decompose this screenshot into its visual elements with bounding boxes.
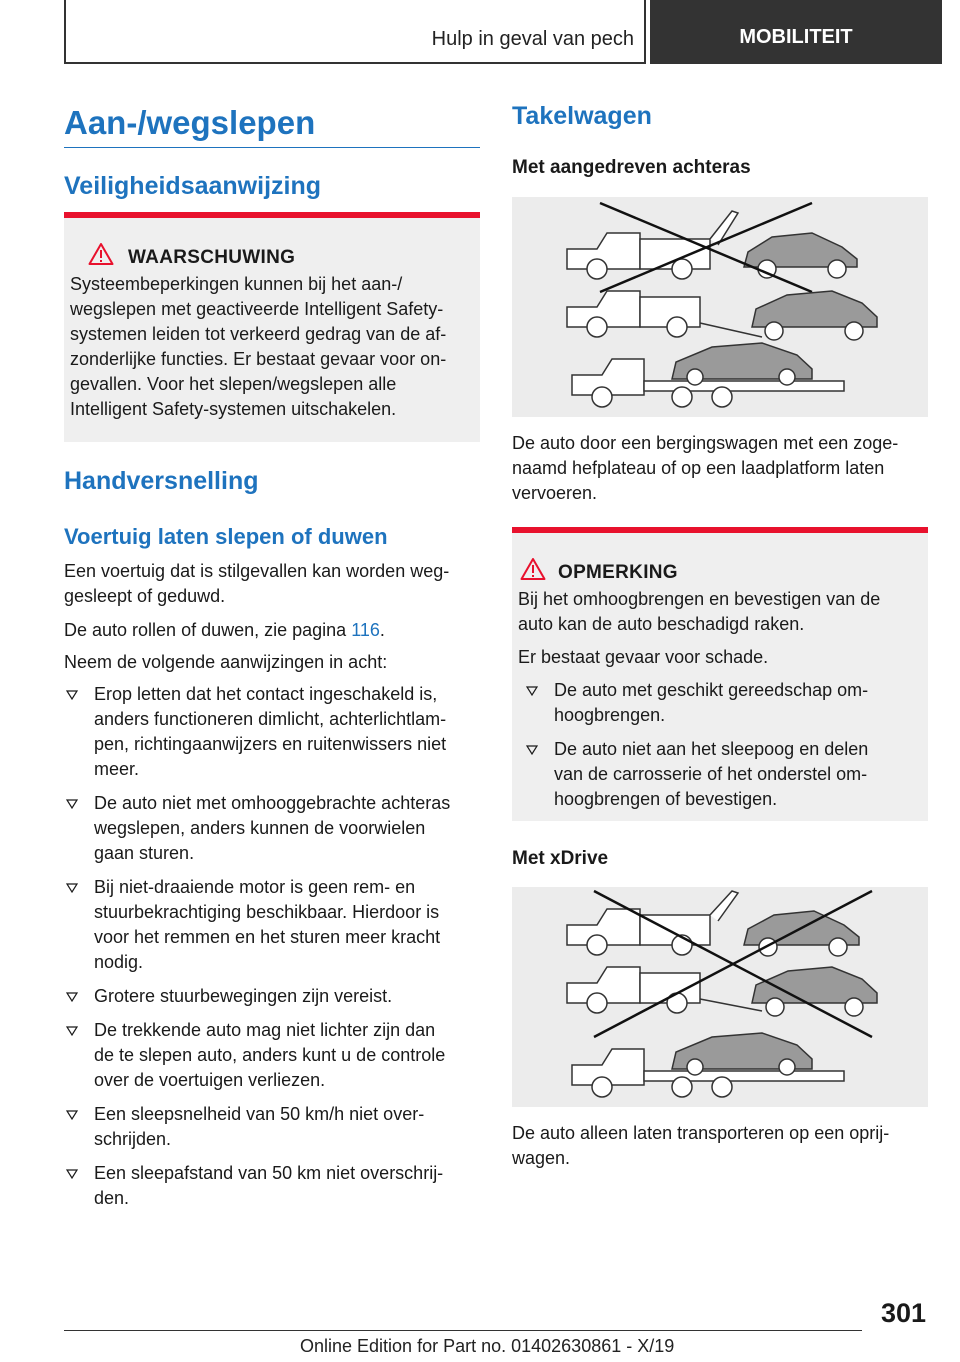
notice-text: Bij het omhoogbrengen en bevestigen van de auto kan de auto beschadigd raken. <box>518 589 881 634</box>
safety-heading: Veiligheidsaanwijzing <box>64 172 322 200</box>
triangle-bullet-icon <box>66 1110 78 1120</box>
warning-text: Systeembeperkingen kunnen bij het aan-/ wegslepen met geactiveerde Intelligent Safety- systemen leiden tot verkeerd gedrag van de af- zonderlijke functies. Er bestaat gevaar voor on- gevallen. Voor het slepen/wegslepen alle Intelligent Safety-systemen uitschakelen. <box>70 274 447 419</box>
warning-box <box>64 212 480 442</box>
manual-transmission-heading: Handversnelling <box>64 467 259 495</box>
triangle-bullet-icon <box>66 799 78 809</box>
footer-edition: Online Edition for Part no. 01402630861 - X/19 <box>300 1336 675 1356</box>
list-item: Bij niet-draaiende motor is geen rem- en stuurbekrachtiging beschikbaar. Hierdoor is voor het remmen en het sturen meer kracht nodig. <box>64 875 480 975</box>
header-section-title: Hulp in geval van pech <box>431 28 634 50</box>
title-divider <box>64 147 480 148</box>
tow-push-heading: Voertuig laten slepen of duwen <box>64 524 388 549</box>
notice-list <box>524 678 924 821</box>
list-item: Een sleepafstand van 50 km niet overschrij- den. <box>64 1161 480 1211</box>
warning-title: WAARSCHUWING <box>128 247 296 268</box>
triangle-bullet-icon <box>66 690 78 700</box>
caption-rear-drive: De auto door een bergingswagen met een zoge- naamd hefplateau of op een laadplatform laten vervoeren. <box>512 433 899 503</box>
list-item: Erop letten dat het contact ingeschakeld is, anders functioneren dimlicht, achterlichtlam- pen, richtingaanwijzers en ruitenwissers niet meer. <box>64 682 480 782</box>
list-item: Een sleepsnelheid van 50 km/h niet over- schrijden. <box>64 1102 480 1152</box>
warning-triangle-icon <box>88 242 114 266</box>
list-item: De auto niet met omhooggebrachte achteras wegslepen, anders kunnen de voorwielen gaan sturen. <box>64 791 480 866</box>
warning-triangle-icon <box>520 557 546 581</box>
list-item: Grotere stuurbewegingen zijn vereist. <box>64 984 480 1009</box>
triangle-bullet-icon <box>66 992 78 1002</box>
notice-danger: Er bestaat gevaar voor schade. <box>518 647 769 667</box>
page-reference-link[interactable]: 116 <box>351 620 380 640</box>
triangle-bullet-icon <box>526 745 538 755</box>
intro-paragraph: Een voertuig dat is stilgevallen kan worden weg- gesleept of geduwd. <box>64 561 450 606</box>
notice-title: OPMERKING <box>558 562 678 583</box>
list-item: De trekkende auto mag niet lichter zijn dan de te slepen auto, anders kunt u de controle over de voertuigen verliezen. <box>64 1018 480 1093</box>
list-item: De auto met geschikt gereedschap om- hoogbrengen. <box>524 678 924 728</box>
page-number: 301 <box>880 1298 926 1328</box>
tow-truck-heading: Takelwagen <box>512 102 652 130</box>
xdrive-heading: Met xDrive <box>512 848 609 869</box>
triangle-bullet-icon <box>66 1026 78 1036</box>
tow-hints-list <box>64 682 480 1220</box>
notice-box <box>512 527 928 821</box>
reference-paragraph: De auto rollen of duwen, zie pagina 116. <box>64 620 385 640</box>
tow-methods-xdrive-illustration <box>512 887 928 1107</box>
tow-methods-rear-drive-illustration <box>512 197 928 417</box>
caption-xdrive: De auto alleen laten transporteren op een oprij- wagen. <box>512 1123 890 1168</box>
page-title: Aan-/wegslepen <box>64 104 316 141</box>
triangle-bullet-icon <box>526 686 538 696</box>
hint-intro: Neem de volgende aanwijzingen in acht: <box>64 652 388 672</box>
list-item: De auto niet aan het sleepoog en delen van de carrosserie of het onderstel om- hoogbrengen of bevestigen. <box>524 737 924 812</box>
triangle-bullet-icon <box>66 1169 78 1179</box>
footer-divider <box>64 1330 862 1331</box>
triangle-bullet-icon <box>66 883 78 893</box>
header-chapter-tab: MOBILITEIT <box>650 0 942 64</box>
header-section-box <box>64 0 646 64</box>
rear-drive-heading: Met aangedreven achteras <box>512 157 751 178</box>
